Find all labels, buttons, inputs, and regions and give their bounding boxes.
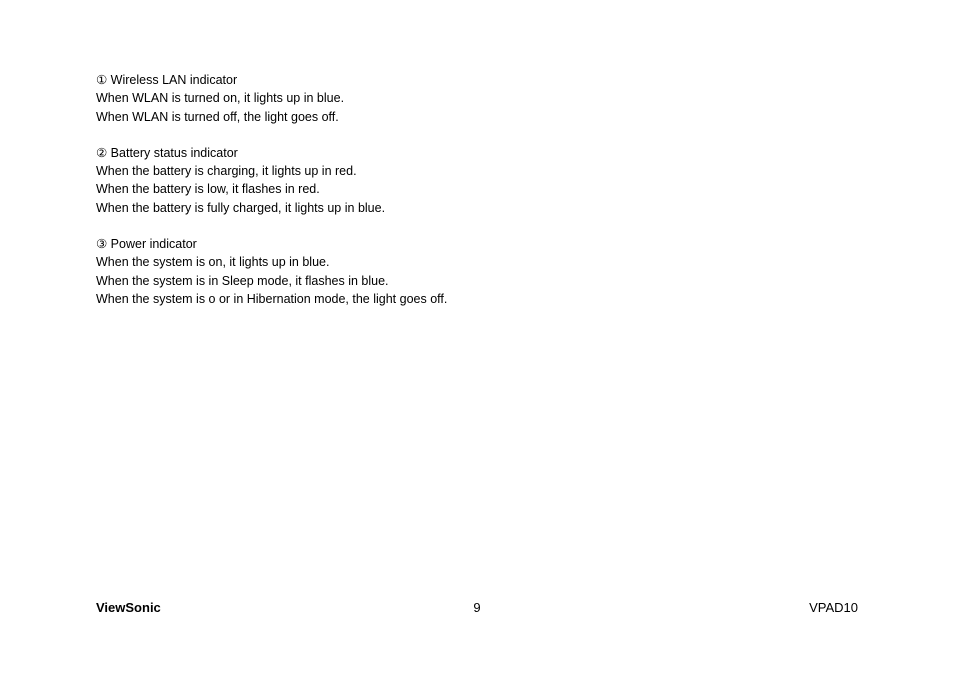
power-sleep-text: When the system is in Sleep mode, it flashes in blue.	[96, 273, 389, 288]
battery-indicator-section	[96, 144, 796, 217]
page-footer	[0, 598, 954, 618]
page-number: 9	[473, 600, 481, 615]
battery-low-text: When the battery is low, it flashes in red.	[96, 182, 320, 197]
power-indicator-section	[96, 235, 796, 308]
footer-model: VPAD10	[809, 600, 858, 615]
battery-charging-text: When the battery is charging, it lights up in red.	[96, 164, 357, 179]
wlan-off-text: When WLAN is turned off, the light goes off.	[96, 109, 339, 124]
battery-indicator-heading: ② Battery status indicator	[96, 145, 238, 160]
document-body	[96, 71, 796, 326]
power-off-text: When the system is o or in Hibernation mode, the light goes off.	[96, 291, 448, 306]
wlan-on-text: When WLAN is turned on, it lights up in blue.	[96, 91, 345, 106]
footer-brand: ViewSonic	[96, 600, 161, 615]
power-on-text: When the system is on, it lights up in blue.	[96, 255, 330, 270]
wlan-indicator-section	[96, 71, 796, 126]
battery-full-text: When the battery is fully charged, it lights up in blue.	[96, 200, 386, 215]
wlan-indicator-heading: ① Wireless LAN indicator	[96, 73, 238, 87]
power-indicator-heading: ③ Power indicator	[96, 237, 197, 252]
